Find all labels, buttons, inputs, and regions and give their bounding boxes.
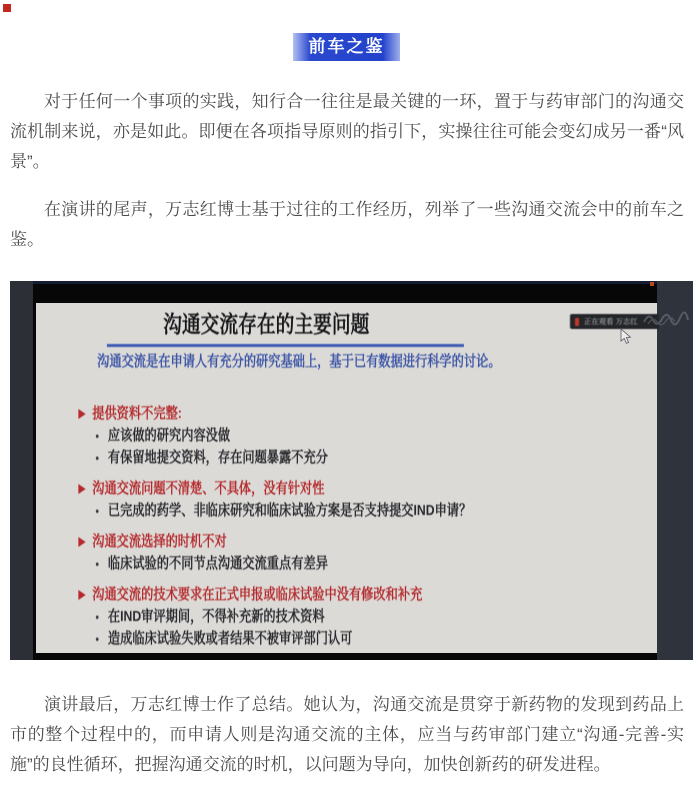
signature-watermark-icon [642,308,690,328]
arrow-bullet-icon [78,409,85,419]
bullet-dot-icon: • [95,632,99,646]
slide-section-heading-text: 沟通交流选择的时机不对 [92,533,227,550]
article-paragraph: 对于任何一个事项的实践，知行合一往往是最关键的一环，置于与药审部门的沟通交流机制来说，亦是如此。即便在各项指导原则的指引下，实操往往可能会变幻成另一番“风景”。 [10,92,684,171]
slide-bullet-item [78,447,632,469]
slide-section-heading [78,477,632,500]
watermark-text: 正在观看 万志红 [584,317,638,326]
slide-bullet-item [78,628,632,650]
presentation-slide [36,303,657,653]
slide-section-heading [78,583,632,606]
section-badge [293,33,400,61]
mouse-cursor-icon [620,328,632,345]
slide-section [78,583,632,650]
slide-bullet-text: 临床试验的不同节点沟通交流重点有差异 [107,555,328,572]
video-left-letterbox [10,281,33,660]
arrow-bullet-icon [78,484,85,494]
slide-bullet-text: 在IND审评期间，不得补充新的技术资料 [107,608,325,625]
arrow-bullet-icon [78,590,85,600]
slide-bullet-text: 应该做的研究内容没做 [107,427,231,444]
slide-sections [78,402,632,658]
article-paragraph: 在演讲的尾声，万志红博士基于过往的工作经历，列举了一些沟通交流会中的前车之鉴。 [10,200,684,249]
red-corner-mark [3,4,11,12]
article-paragraph: 演讲最后，万志红博士作了总结。她认为，沟通交流是贯穿于新药物的发现到药品上市的整个过程中的，而申请人则是沟通交流的主体，应当与药审部门建立“沟通-完善-实施”的良性循环，把握沟通交流的时机，以问题为导向，加快创新药的研发进程。 [10,695,684,774]
red-mic-icon [575,318,579,326]
slide-section [78,402,632,469]
slide-section-heading-text: 提供资料不完整: [92,405,182,422]
slide-bullet-text: 造成临床试验失败或者结果不被审评部门认可 [107,630,353,647]
slide-bullet-text: 已完成的药学、非临床研究和临床试验方案是否支持提交IND申请？ [107,502,472,519]
bullet-dot-icon: • [95,610,99,624]
slide-lead-text: 沟通交流是在申请人有充分的研究基础上，基于已有数据进行科学的讨论。 [97,353,501,370]
slide-bullet-text: 有保留地提交资料，存在问题暴露不充分 [107,449,328,466]
record-dot-icon [650,282,654,286]
arrow-bullet-icon [78,537,85,547]
slide-section-heading [78,530,632,553]
video-right-letterbox [657,281,693,660]
bullet-dot-icon: • [95,557,99,571]
bullet-dot-icon: • [95,429,99,443]
slide-section [78,477,632,522]
slide-bullet-item [78,425,632,447]
bullet-dot-icon: • [95,504,99,518]
slide-section [78,530,632,575]
slide-section-heading-text: 沟通交流的技术要求在正式申报或临床试验中没有修改和补充 [92,586,423,603]
slide-section-heading [78,402,632,425]
section-badge-label: 前车之鉴 [308,37,385,56]
slide-bullet-item [78,500,632,522]
slide-section-heading-text: 沟通交流问题不清楚、不具体，没有针对性 [92,480,325,497]
slide-title-underline [107,344,464,347]
bullet-dot-icon: • [95,451,99,465]
slide-bullet-item [78,553,632,575]
slide-bullet-item [78,606,632,628]
slide-title: 沟通交流存在的主要问题 [163,311,370,337]
lecture-slide-screenshot[interactable] [10,281,693,660]
video-top-edge [33,281,657,284]
